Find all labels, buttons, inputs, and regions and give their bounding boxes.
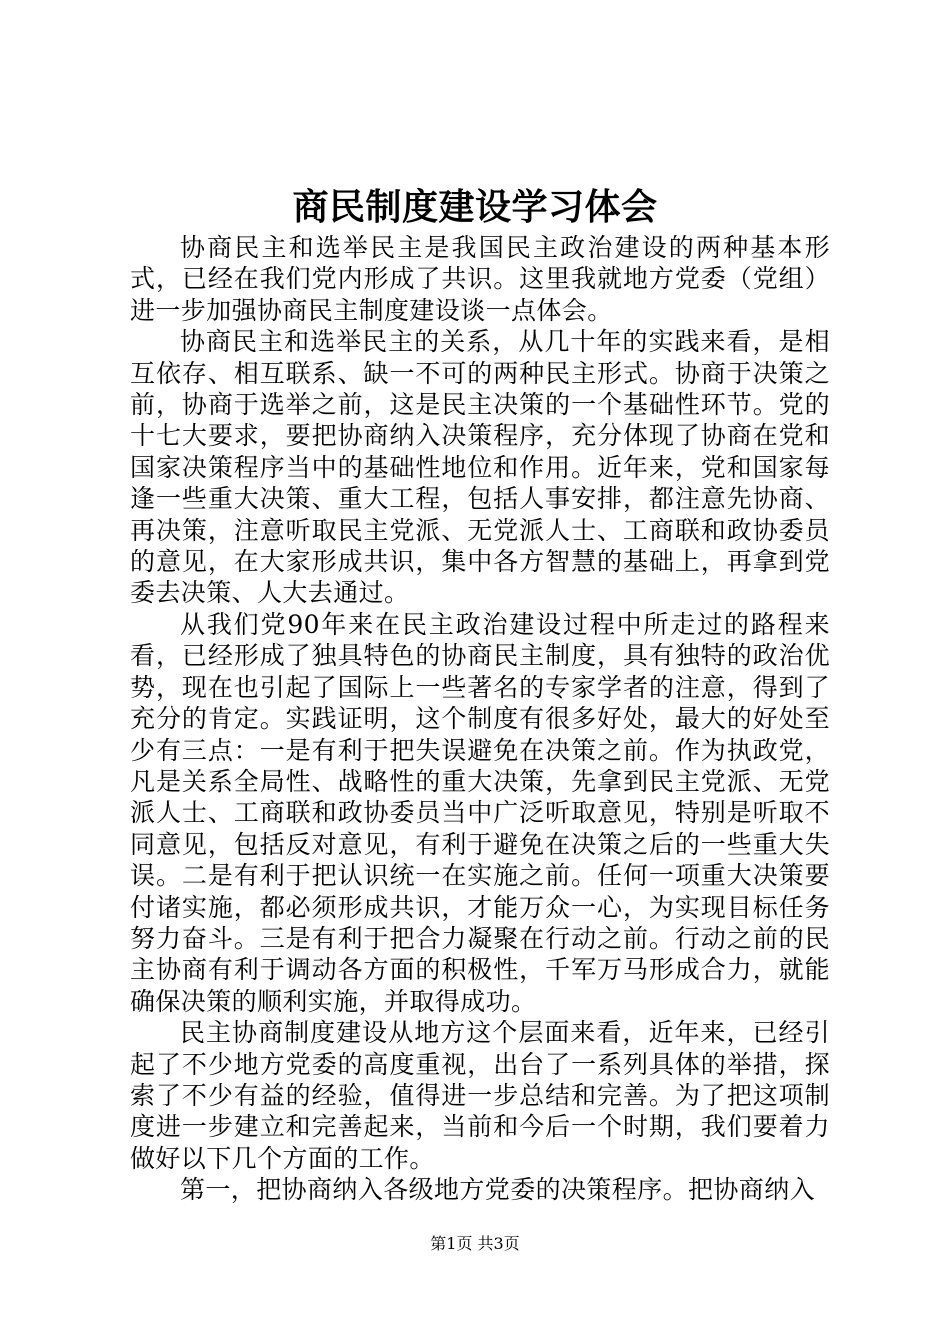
- paragraph: 第一，把协商纳入各级地方党委的决策程序。把协商纳入: [180, 1175, 816, 1205]
- paragraph: 从我们党90年来在民主政治建设过程中所走过的路程来看，已经形成了独具特色的协商民主制度，具有独特的政治优势，现在也引起了国际上一些著名的专家学者的注意，得到了充分的肯定。实践证明，这个制度有很多好处，最大的好处至少有三点：一是有利于把失误避免在决策之前。作为执政党，凡是关系全局性、战略性的重大决策，先拿到民主党派、无党派人士、工商联和政协委员当中广泛听取意见，特别是听取不同意见，包括反对意见，有利于避免在决策之后的一些重大失误。二是有利于把认识统一在实施之前。任何一项重大决策要付诸实施，都必须形成共识，才能万众一心，为实现目标任务努力奋斗。三是有利于把合力凝聚在行动之前。行动之前的民主协商有利于调动各方面的积极性，千军万马形成合力，就能确保决策的顺利实施，并取得成功。: [130, 609, 830, 1016]
- document-title: 商民制度建设学习体会: [292, 187, 658, 228]
- paragraph: 协商民主和选举民主的关系，从几十年的实践来看，是相互依存、相互联系、缺一不可的两种民主形式。协商于决策之前，协商于选举之前，这是民主决策的一个基础性环节。党的十七大要求，要把协商纳入决策程序，充分体现了协商在党和国家决策程序当中的基础性地位和作用。近年来，党和国家每逢一些重大决策、重大工程，包括人事安排，都注意先协商、再决策，注意听取民主党派、无党派人士、工商联和政协委员的意见，在大家形成共识，集中各方智慧的基础上，再拿到党委去决策、人大去通过。: [130, 327, 830, 608]
- document-body: [130, 232, 830, 1206]
- page-footer: 第1页 共3页: [430, 1234, 520, 1253]
- paragraph: 民主协商制度建设从地方这个层面来看，近年来，已经引起了不少地方党委的高度重视，出台了一系列具体的举措，探索了不少有益的经验，值得进一步总结和完善。为了把这项制度进一步建立和完善起来，当前和今后一个时期，我们要着力做好以下几个方面的工作。: [130, 1018, 830, 1173]
- paragraph: 协商民主和选举民主是我国民主政治建设的两种基本形式，已经在我们党内形成了共识。这里我就地方党委（党组）进一步加强协商民主制度建设谈一点体会。: [130, 233, 830, 325]
